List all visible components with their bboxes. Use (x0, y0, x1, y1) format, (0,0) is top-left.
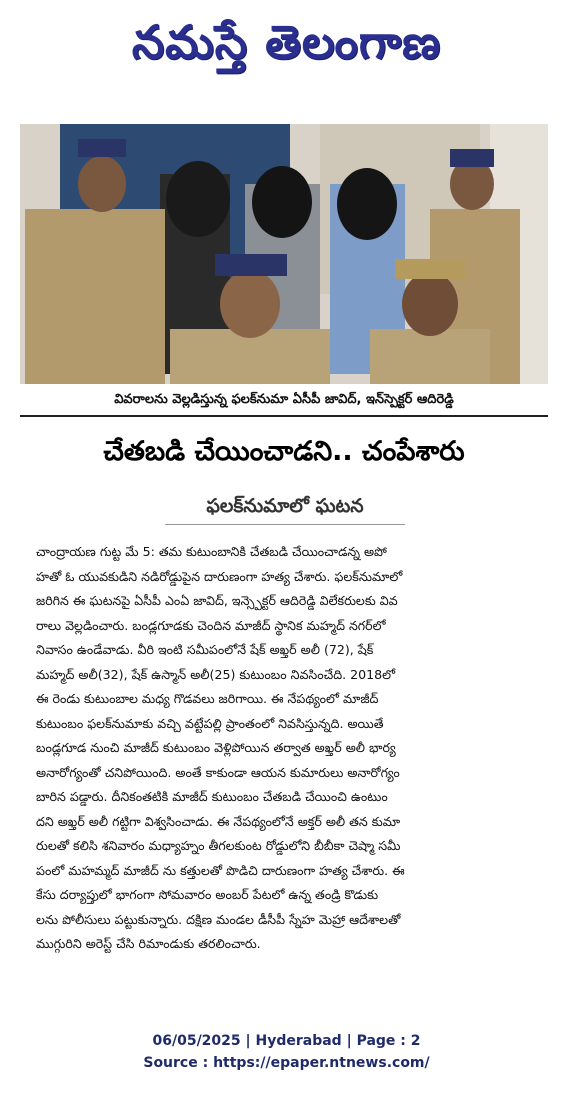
article-subheadline: ఫలక్‌నుమాలో ఘటన (165, 488, 405, 525)
article-body (36, 540, 552, 957)
source-link[interactable]: Source : https://epaper.ntnews.com/ (143, 1055, 430, 1071)
article-line: ముగ్గురిని అరెస్ట్‌ చేసి రిమాండుకు తరలించారు. (36, 936, 261, 951)
article-line: రులతో కలిసి శనివారం మధ్యాహ్నం తీగలకుంట రోడ్డులోని బీబీకా చెష్మా సమీ (36, 838, 401, 853)
photo-caption: వివరాలను వెల్లడిస్తున్న ఫలక్‌నుమా ఏసీపీ జావిద్‌, ఇన్‌స్పెక్టర్‌ ఆదిరెడ్డి (20, 385, 548, 417)
article-line: దని అఖ్తర్‌ అలీ గట్టిగా విశ్వసించాడు. ఈ నేపథ్యంలోనే అక్తర్‌ అలీ తన కుమా (36, 813, 401, 829)
article-line: జరిగిన ఈ ఘటనపై ఏసీపీ ఎంఏ జావిద్‌, ఇన్స్పెక్టర్‌ ఆదిరెడ్డి విలేకరులకు వివ (36, 593, 398, 608)
article-line: అనారోగ్యంతో చనిపోయింది. అంతే కాకుండా ఆయన కుమారులు అనారోగ్యం (36, 764, 400, 780)
article-line: కేసు దర్యాప్తులో భాగంగా సోమవారం అంబర్‌ పేటలో ఉన్న తండ్రి కొడుకు (36, 887, 379, 902)
article-line: బండ్లగూడ నుంచి మాజీద్‌ కుటుంబం వెళ్లిపోయిన తర్వాత అఖ్తర్‌ అలీ భార్య (36, 740, 396, 755)
edition-info: 06/05/2025 | Hyderabad | Page : 2 (152, 1033, 421, 1049)
article-line: బారిన పడ్డారు. దీనికంతటికి మాజీద్‌ కుటుంబం చేతబడి చేయించి ఉంటుం (36, 789, 388, 804)
news-photo (20, 124, 548, 384)
page-footer (0, 1030, 573, 1074)
newspaper-logo: నమస్తే తెలంగాణ (131, 15, 442, 69)
police-press-photo (20, 124, 548, 384)
article-line: చాంద్రాయణ గుట్ట మే 5: తమ కుటుంబానికి చేతబడి చేయించాడన్న అపో (36, 544, 387, 559)
article-line: లను పోలీసులు పట్టుకున్నారు. దక్షిణ మండల డీసీపీ స్నేహ మెహ్రా ఆదేశాలతో (36, 911, 401, 927)
article-line: రాలు వెల్లడించారు. బండ్లగూడకు చెందిన మాజీద్‌ స్థానిక మహ్మద్‌ నగర్‌లో (36, 617, 386, 633)
article-line: హతో ఓ యువకుడిని నడిరోడ్డుపైన దారుణంగా హత్య చేశారు. ఫలక్‌నుమాలో (36, 568, 403, 584)
masthead (0, 4, 573, 80)
article-line: పంలో మహమ్మద్‌ మాజీద్‌ ను కత్తులతో పొడిచి దారుణంగా హత్య చేశారు. ఈ (36, 862, 405, 878)
article-line: కుటుంబం ఫలక్‌నుమాకు వచ్చి వట్టేపల్లి ప్రాంతంలో నివసిస్తున్నది. అయితే (36, 715, 384, 731)
article-line: ఈ రెండు కుటుంబాల మధ్య గొడవలు జరిగాయి. ఈ నేపథ్యంలో మాజీద్‌ (36, 691, 379, 706)
article-line: మహ్మద్‌ అలీ(32), షేక్‌ ఉస్మాన్‌ అలీ(25) కుటుంబం నివసించేది. 2018లో (36, 666, 396, 682)
article-line: నివాసం ఉండేవాడు. వీరి ఇంటి సమీపంలోనే షేక్‌ అఖ్తర్‌ అలీ (72), షేక్‌ (36, 642, 374, 657)
article-headline: చేతబడి చేయించాడని.. చంపేశారు (103, 436, 465, 467)
